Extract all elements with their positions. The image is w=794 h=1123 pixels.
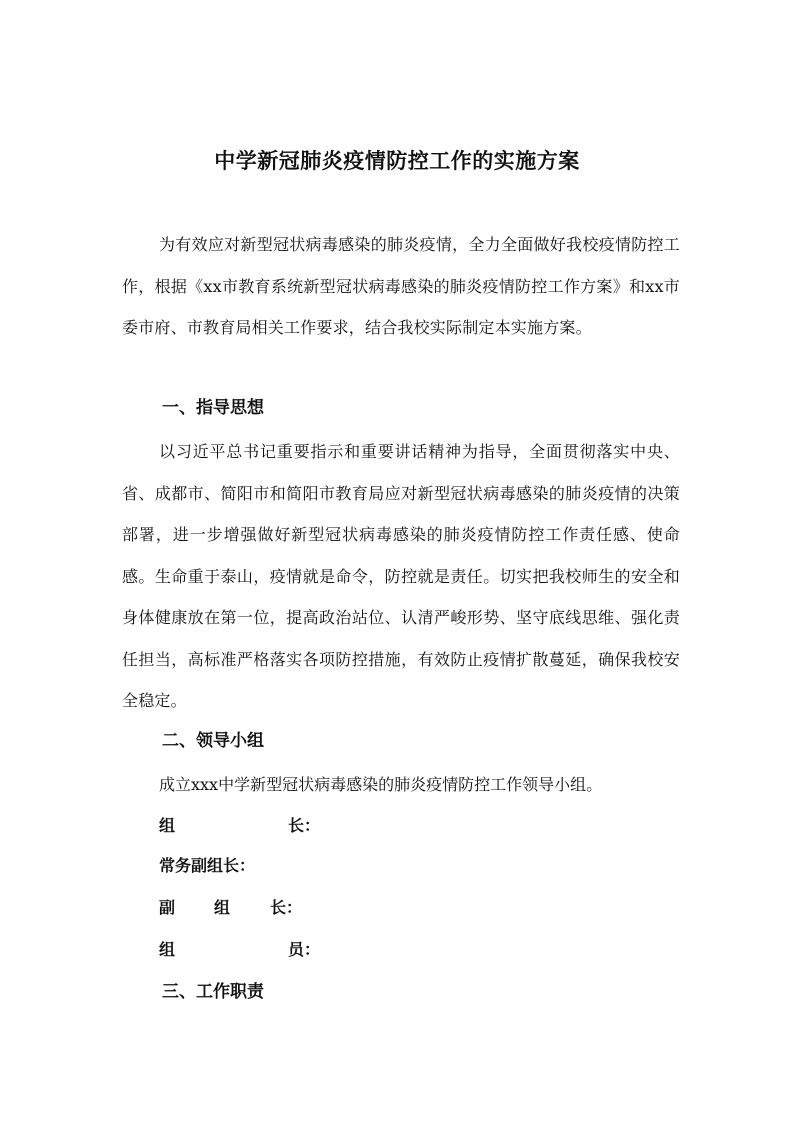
group-leader-label-part1: 组 xyxy=(159,816,176,835)
section-heading-responsibilities: 三、工作职责 xyxy=(162,982,264,1002)
deputy-leader-label-part2: 组 xyxy=(214,898,231,917)
leadership-group-paragraph: 成立xxx中学新型冠状病毒感染的肺炎疫情防控工作领导小组。 xyxy=(159,775,603,794)
members-label-part2: 员： xyxy=(288,940,321,959)
guiding-ideology-paragraph: 以习近平总书记重要指示和重要讲话精神为指导，全面贯彻落实中央、省、成都市、简阳市和简阳市教育局应对新型冠状病毒感染的肺炎疫情的决策部署，进一步增强做好新型冠状病毒感染的肺炎疫情防控工作责任感、使命感。生命重于泰山，疫情就是命令，防控就是责任。切实把我校师生的安全和身体健康放在第一位，提高政治站位、认清严峻形势、坚守底线思维、强化责任担当，高标准严格落实各项防控措施，有效防止疫情扩散蔓延，确保我校安全稳定。 xyxy=(122,442,680,710)
group-leader-label-part2: 长： xyxy=(288,816,321,835)
executive-deputy-label: 常务副组长： xyxy=(159,856,256,875)
members-label-part1: 组 xyxy=(159,940,176,959)
deputy-leader-label-part1: 副 xyxy=(159,898,176,917)
section-heading-guiding-ideology: 一、指导思想 xyxy=(162,398,264,418)
section-heading-leadership-group: 二、领导小组 xyxy=(162,731,264,751)
document-title: 中学新冠肺炎疫情防控工作的实施方案 xyxy=(214,148,580,173)
intro-paragraph: 为有效应对新型冠状病毒感染的肺炎疫情，全力全面做好我校疫情防控工作，根据《xx市教育系统新型冠状病毒感染的肺炎疫情防控工作方案》和xx市委市府、市教育局相关工作要求，结合我校实际制定本实施方案。 xyxy=(122,235,680,337)
deputy-leader-label-part3: 长： xyxy=(270,898,303,917)
